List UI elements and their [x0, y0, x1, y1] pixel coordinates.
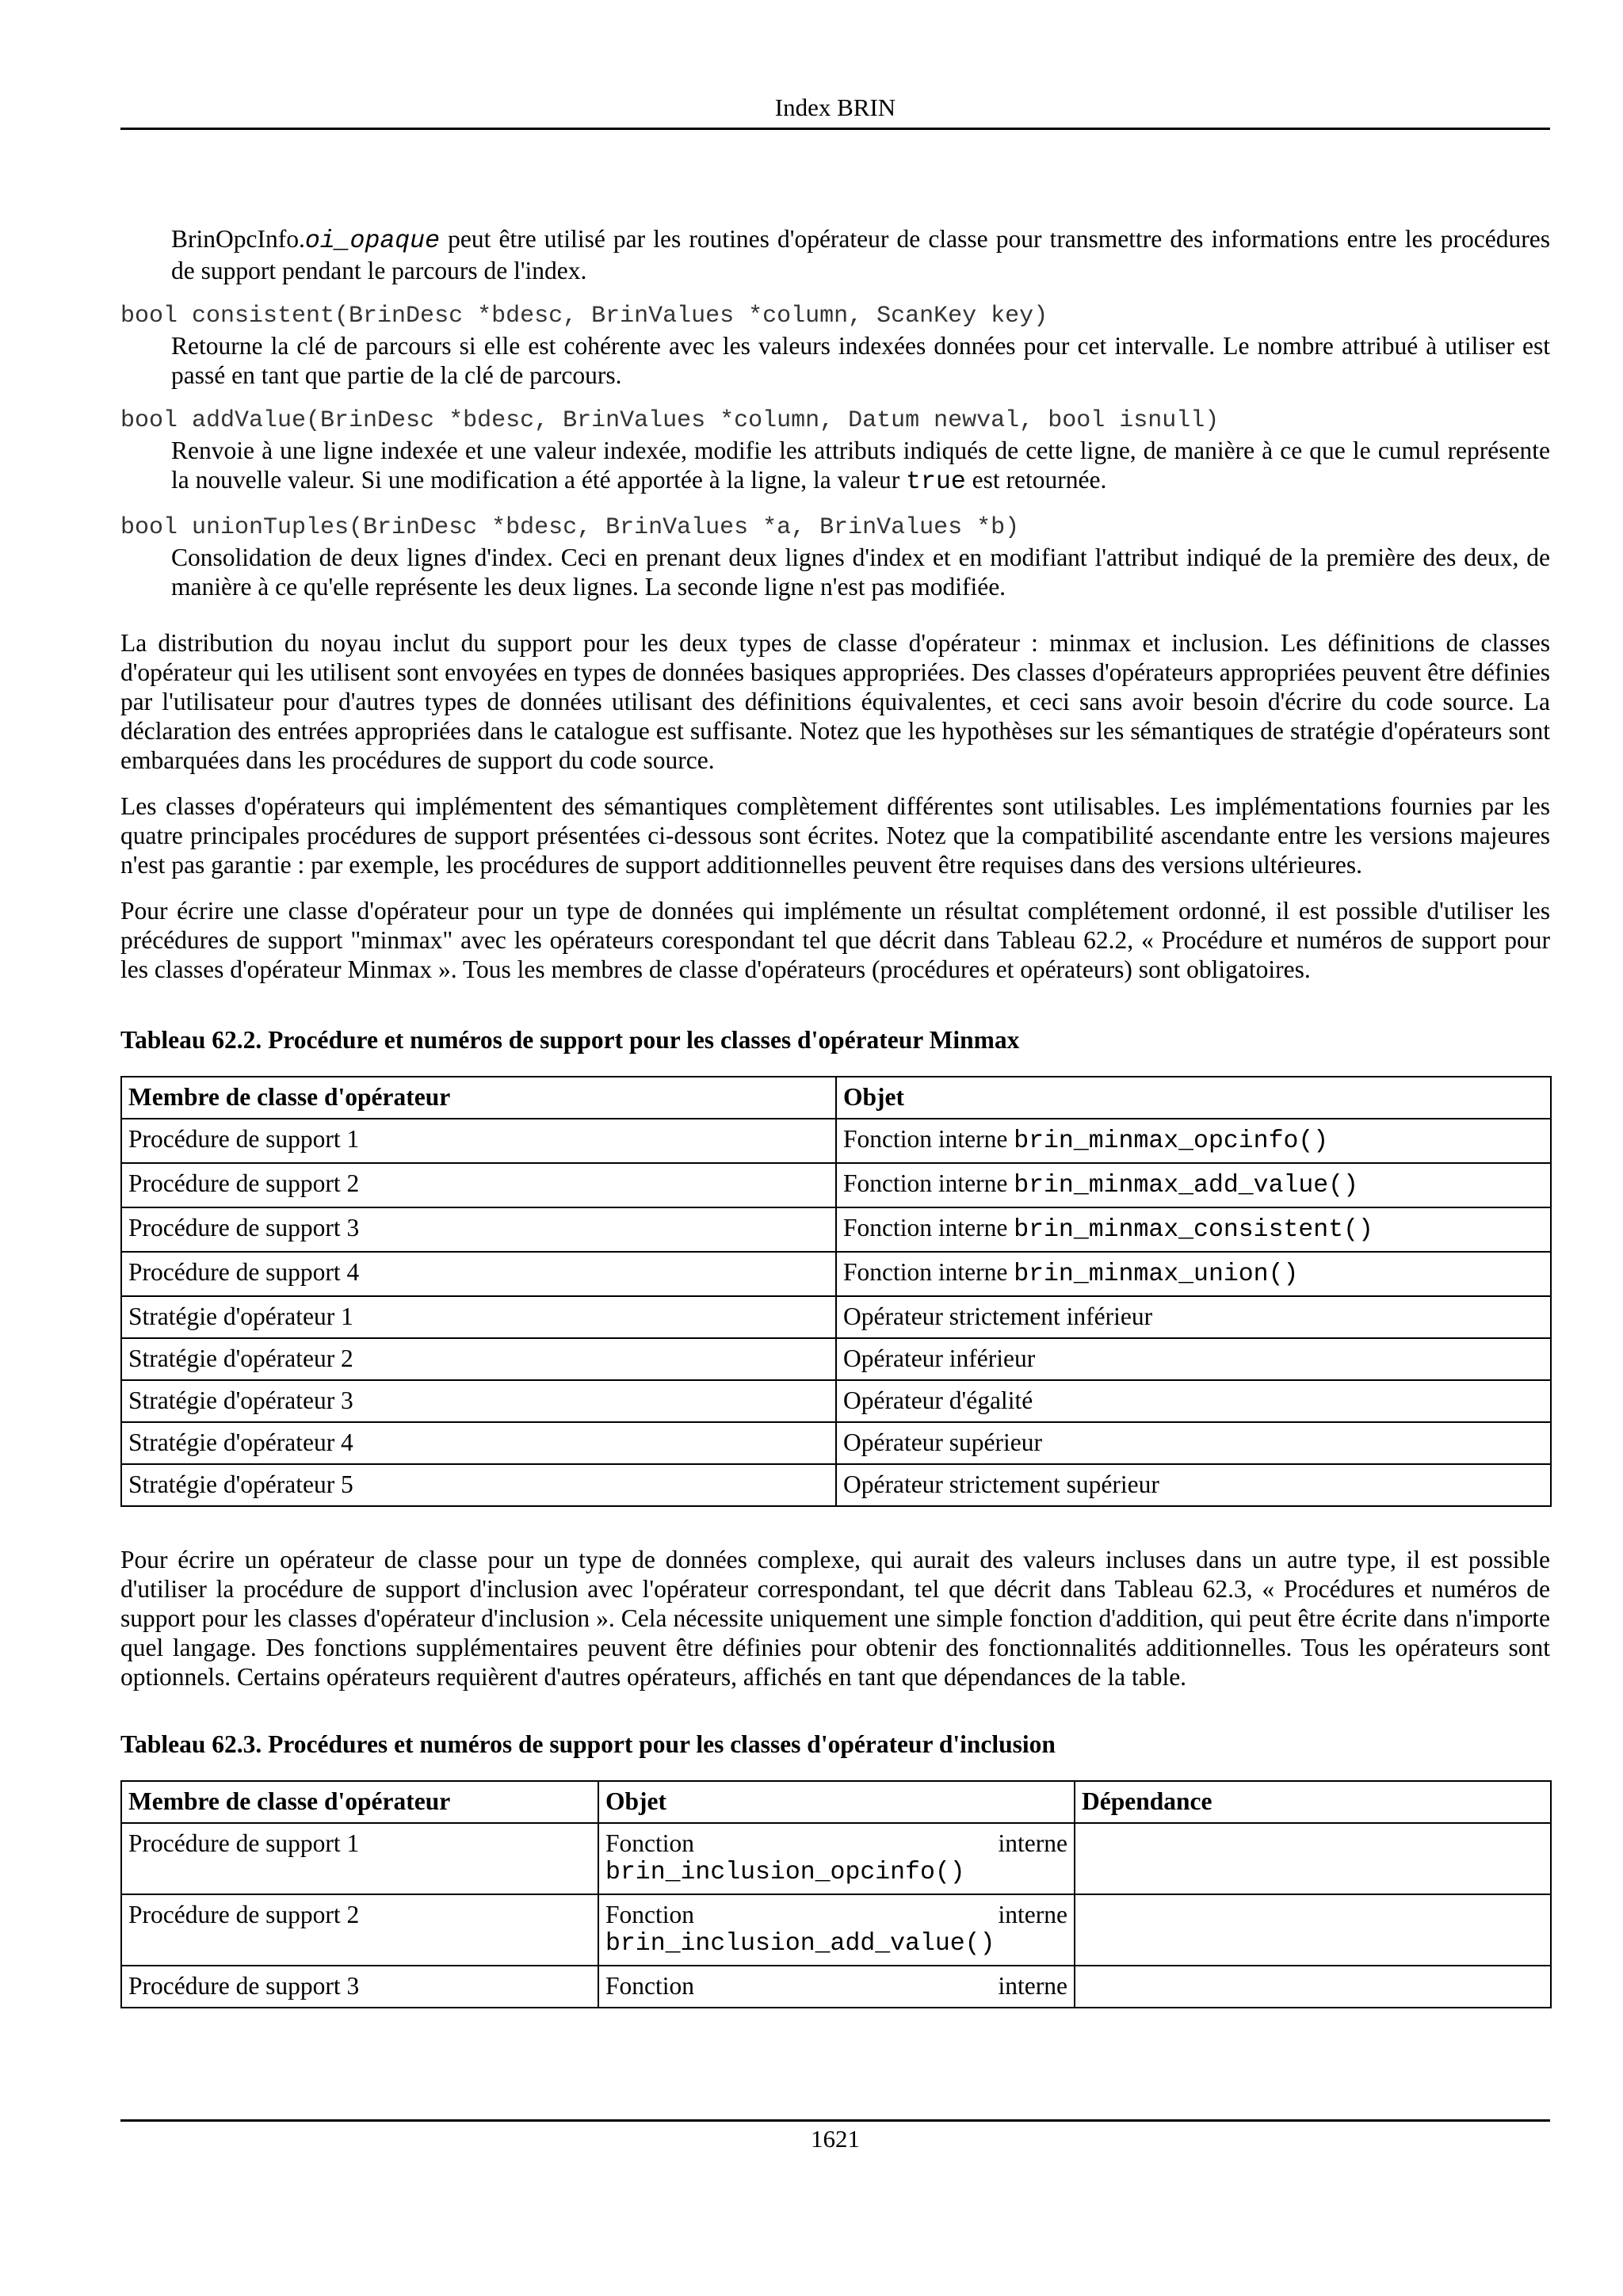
- member-cell: Procédure de support 2: [121, 1163, 836, 1207]
- table-row: [121, 1296, 1551, 1338]
- table-row: [121, 1163, 1551, 1207]
- page-body: [120, 224, 1550, 2008]
- member-cell: Procédure de support 2: [121, 1894, 598, 1966]
- body-paragraph: Pour écrire un opérateur de classe pour un type de données complexe, qui aurait des valeurs incluses dans un autre type, il est possible d'utiliser la procédure de support d'inclusion avec l'opérateur correspondant, tel que décrit dans Tableau 62.3, « Procédures et numéros de support pour les classes d'opérateur d'inclusion ». Cela nécessite uniquement une simple fonction d'addition, qui peut être écrite dans n'importe quel langage. Des fonctions supplémentaires peuvent être définies pour obtenir des fonctionnalités additionnelles. Tous les opérateurs sont optionnels. Certains opérateurs requièrent d'autres opérateurs, affichés en tant que dépendances de la table.: [120, 1546, 1550, 1691]
- objet-text: interne: [998, 1972, 1067, 2000]
- member-cell: Stratégie d'opérateur 5: [121, 1464, 836, 1506]
- running-header: Index BRIN: [774, 93, 896, 121]
- column-header: Dépendance: [1075, 1781, 1551, 1823]
- description-text: est retournée.: [965, 466, 1107, 494]
- table-header-row: [121, 1781, 1551, 1823]
- table-row: [121, 1422, 1551, 1464]
- objet-text: Fonction interne: [843, 1125, 1014, 1153]
- member-cell: Procédure de support 4: [121, 1252, 836, 1296]
- minmax-support-table: [120, 1076, 1552, 1507]
- function-code: brin_inclusion_opcinfo(): [605, 1859, 965, 1886]
- objet-text: Fonction interne: [843, 1169, 1014, 1197]
- body-paragraph: Les classes d'opérateurs qui implémentent des sémantiques complètement différentes sont utilisables. Les implémentations fournies par les quatre principales procédures de support présentées ci-dessous sont écrites. Notez que la compatibilité ascendante entre les versions majeures n'est pas garantie : par exemple, les procédures de support additionnelles peuvent être requises dans des versions ultérieures.: [120, 792, 1550, 879]
- objet-cell: [598, 1894, 1075, 1966]
- table-row: [121, 1252, 1551, 1296]
- member-cell: Procédure de support 3: [121, 1966, 598, 2008]
- table-row: [121, 1966, 1551, 2008]
- table-title-inclusion: Tableau 62.3. Procédures et numéros de support pour les classes d'opérateur d'inclusion: [120, 1730, 1056, 1758]
- dependance-cell: [1075, 1823, 1551, 1894]
- table-row: [121, 1894, 1551, 1966]
- member-cell: Stratégie d'opérateur 2: [121, 1338, 836, 1380]
- function-signature: bool consistent(BrinDesc *bdesc, BrinValues *column, ScanKey key): [120, 303, 1048, 330]
- column-header: Objet: [598, 1781, 1075, 1823]
- table-row: [121, 1823, 1551, 1894]
- function-description: [171, 436, 1550, 497]
- table-row: [121, 1338, 1551, 1380]
- intro-entry: [120, 224, 1550, 285]
- body-paragraph: La distribution du noyau inclut du support pour les deux types de classe d'opérateur : minmax et inclusion. Les définitions de classes d'opérateur qui les utilisent sont envoyées en types de données basiques appropriées. Des classes d'opérateurs appropriées peuvent être définies par l'utilisateur pour d'autres types de données utilisant des définitions équivalentes, et ceci sans avoir besoin d'écrire du code source. La déclaration des entrées appropriées dans le catalogue est suffisante. Notez que les hypothèses sur les sémantiques de stratégie d'opérateurs sont embarquées dans les procédures de support du code source.: [120, 629, 1550, 774]
- objet-text: Fonction: [605, 1901, 695, 1928]
- objet-text: Fonction: [605, 1829, 695, 1857]
- function-code: brin_minmax_union(): [1014, 1261, 1299, 1288]
- column-header: Objet: [836, 1077, 1551, 1119]
- column-header: Membre de classe d'opérateur: [121, 1781, 598, 1823]
- function-entry-uniontuples: [120, 513, 1550, 601]
- function-code: brin_inclusion_add_value(): [605, 1930, 995, 1958]
- table-row: [121, 1380, 1551, 1422]
- objet-cell: [836, 1252, 1551, 1296]
- member-cell: Stratégie d'opérateur 3: [121, 1380, 836, 1422]
- objet-cell: Opérateur strictement inférieur: [836, 1296, 1551, 1338]
- member-cell: Procédure de support 3: [121, 1207, 836, 1252]
- function-code: brin_minmax_add_value(): [1014, 1172, 1358, 1199]
- member-cell: Stratégie d'opérateur 4: [121, 1422, 836, 1464]
- footer-rule: [120, 2119, 1550, 2122]
- objet-text: interne: [998, 1829, 1067, 1857]
- intro-text: peut être utilisé par les routines d'opérateur de classe pour transmettre des informations entre les procédures de support pendant le parcours de l'index.: [171, 225, 1550, 284]
- header-rule: [120, 128, 1550, 130]
- objet-cell: Opérateur inférieur: [836, 1338, 1551, 1380]
- objet-cell: [598, 1823, 1075, 1894]
- dependance-cell: [1075, 1966, 1551, 2008]
- objet-cell: Opérateur d'égalité: [836, 1380, 1551, 1422]
- member-cell: Procédure de support 1: [121, 1119, 836, 1163]
- inclusion-support-table: [120, 1780, 1552, 2008]
- objet-text: Fonction interne: [843, 1258, 1014, 1286]
- objet-text: Fonction interne: [843, 1214, 1014, 1241]
- objet-text: interne: [998, 1901, 1067, 1928]
- function-description: Retourne la clé de parcours si elle est cohérente avec les valeurs indexées données pour cet intervalle. Le nombre attribué à utiliser est passé en tant que partie de la clé de parcours.: [171, 332, 1550, 389]
- table-header-row: [121, 1077, 1551, 1119]
- description-text: Renvoie à une ligne indexée et une valeur indexée, modifie les attributs indiqués de cette ligne, de manière à ce que le cumul représente la nouvelle valeur. Si une modification a été apportée à la ligne, la valeur: [171, 437, 1550, 494]
- field-name: oi_opaque: [304, 227, 440, 255]
- member-cell: Procédure de support 1: [121, 1823, 598, 1894]
- objet-cell: [836, 1163, 1551, 1207]
- table-title-minmax: Tableau 62.2. Procédure et numéros de support pour les classes d'opérateur Minmax: [120, 1026, 1020, 1054]
- function-signature: bool addValue(BrinDesc *bdesc, BrinValues *column, Datum newval, bool isnull): [120, 407, 1220, 434]
- objet-cell: [598, 1966, 1075, 2008]
- objet-cell: [836, 1119, 1551, 1163]
- function-code: brin_minmax_consistent(): [1014, 1216, 1373, 1244]
- objet-cell: Opérateur supérieur: [836, 1422, 1551, 1464]
- objet-cell: [836, 1207, 1551, 1252]
- table-row: [121, 1207, 1551, 1252]
- function-code: brin_minmax_opcinfo(): [1014, 1127, 1329, 1155]
- dependance-cell: [1075, 1894, 1551, 1966]
- page-number: 1621: [811, 2125, 860, 2153]
- intro-paragraph: [171, 224, 1550, 285]
- inline-code: true: [906, 468, 966, 496]
- function-entry-addvalue: [120, 406, 1550, 497]
- struct-name: BrinOpcInfo.: [171, 225, 305, 253]
- function-signature: bool unionTuples(BrinDesc *bdesc, BrinValues *a, BrinValues *b): [120, 514, 1020, 541]
- member-cell: Stratégie d'opérateur 1: [121, 1296, 836, 1338]
- function-description: Consolidation de deux lignes d'index. Ceci en prenant deux lignes d'index et en modifiant l'attribut indiqué de la première des deux, de manière à ce qu'elle représente les deux lignes. La seconde ligne n'est pas modifiée.: [171, 543, 1550, 601]
- column-header: Membre de classe d'opérateur: [121, 1077, 836, 1119]
- table-row: [121, 1464, 1551, 1506]
- body-paragraph: Pour écrire une classe d'opérateur pour un type de données qui implémente un résultat complétement ordonné, il est possible d'utiliser les précédures de support "minmax" avec les opérateurs corespondant tel que décrit dans Tableau 62.2, « Procédure et numéros de support pour les classes d'opérateur Minmax ». Tous les membres de classe d'opérateurs (procédures et opérateurs) sont obligatoires.: [120, 897, 1550, 983]
- objet-cell: Opérateur strictement supérieur: [836, 1464, 1551, 1506]
- objet-text: Fonction: [605, 1972, 695, 2000]
- table-row: [121, 1119, 1551, 1163]
- function-entry-consistent: [120, 302, 1550, 390]
